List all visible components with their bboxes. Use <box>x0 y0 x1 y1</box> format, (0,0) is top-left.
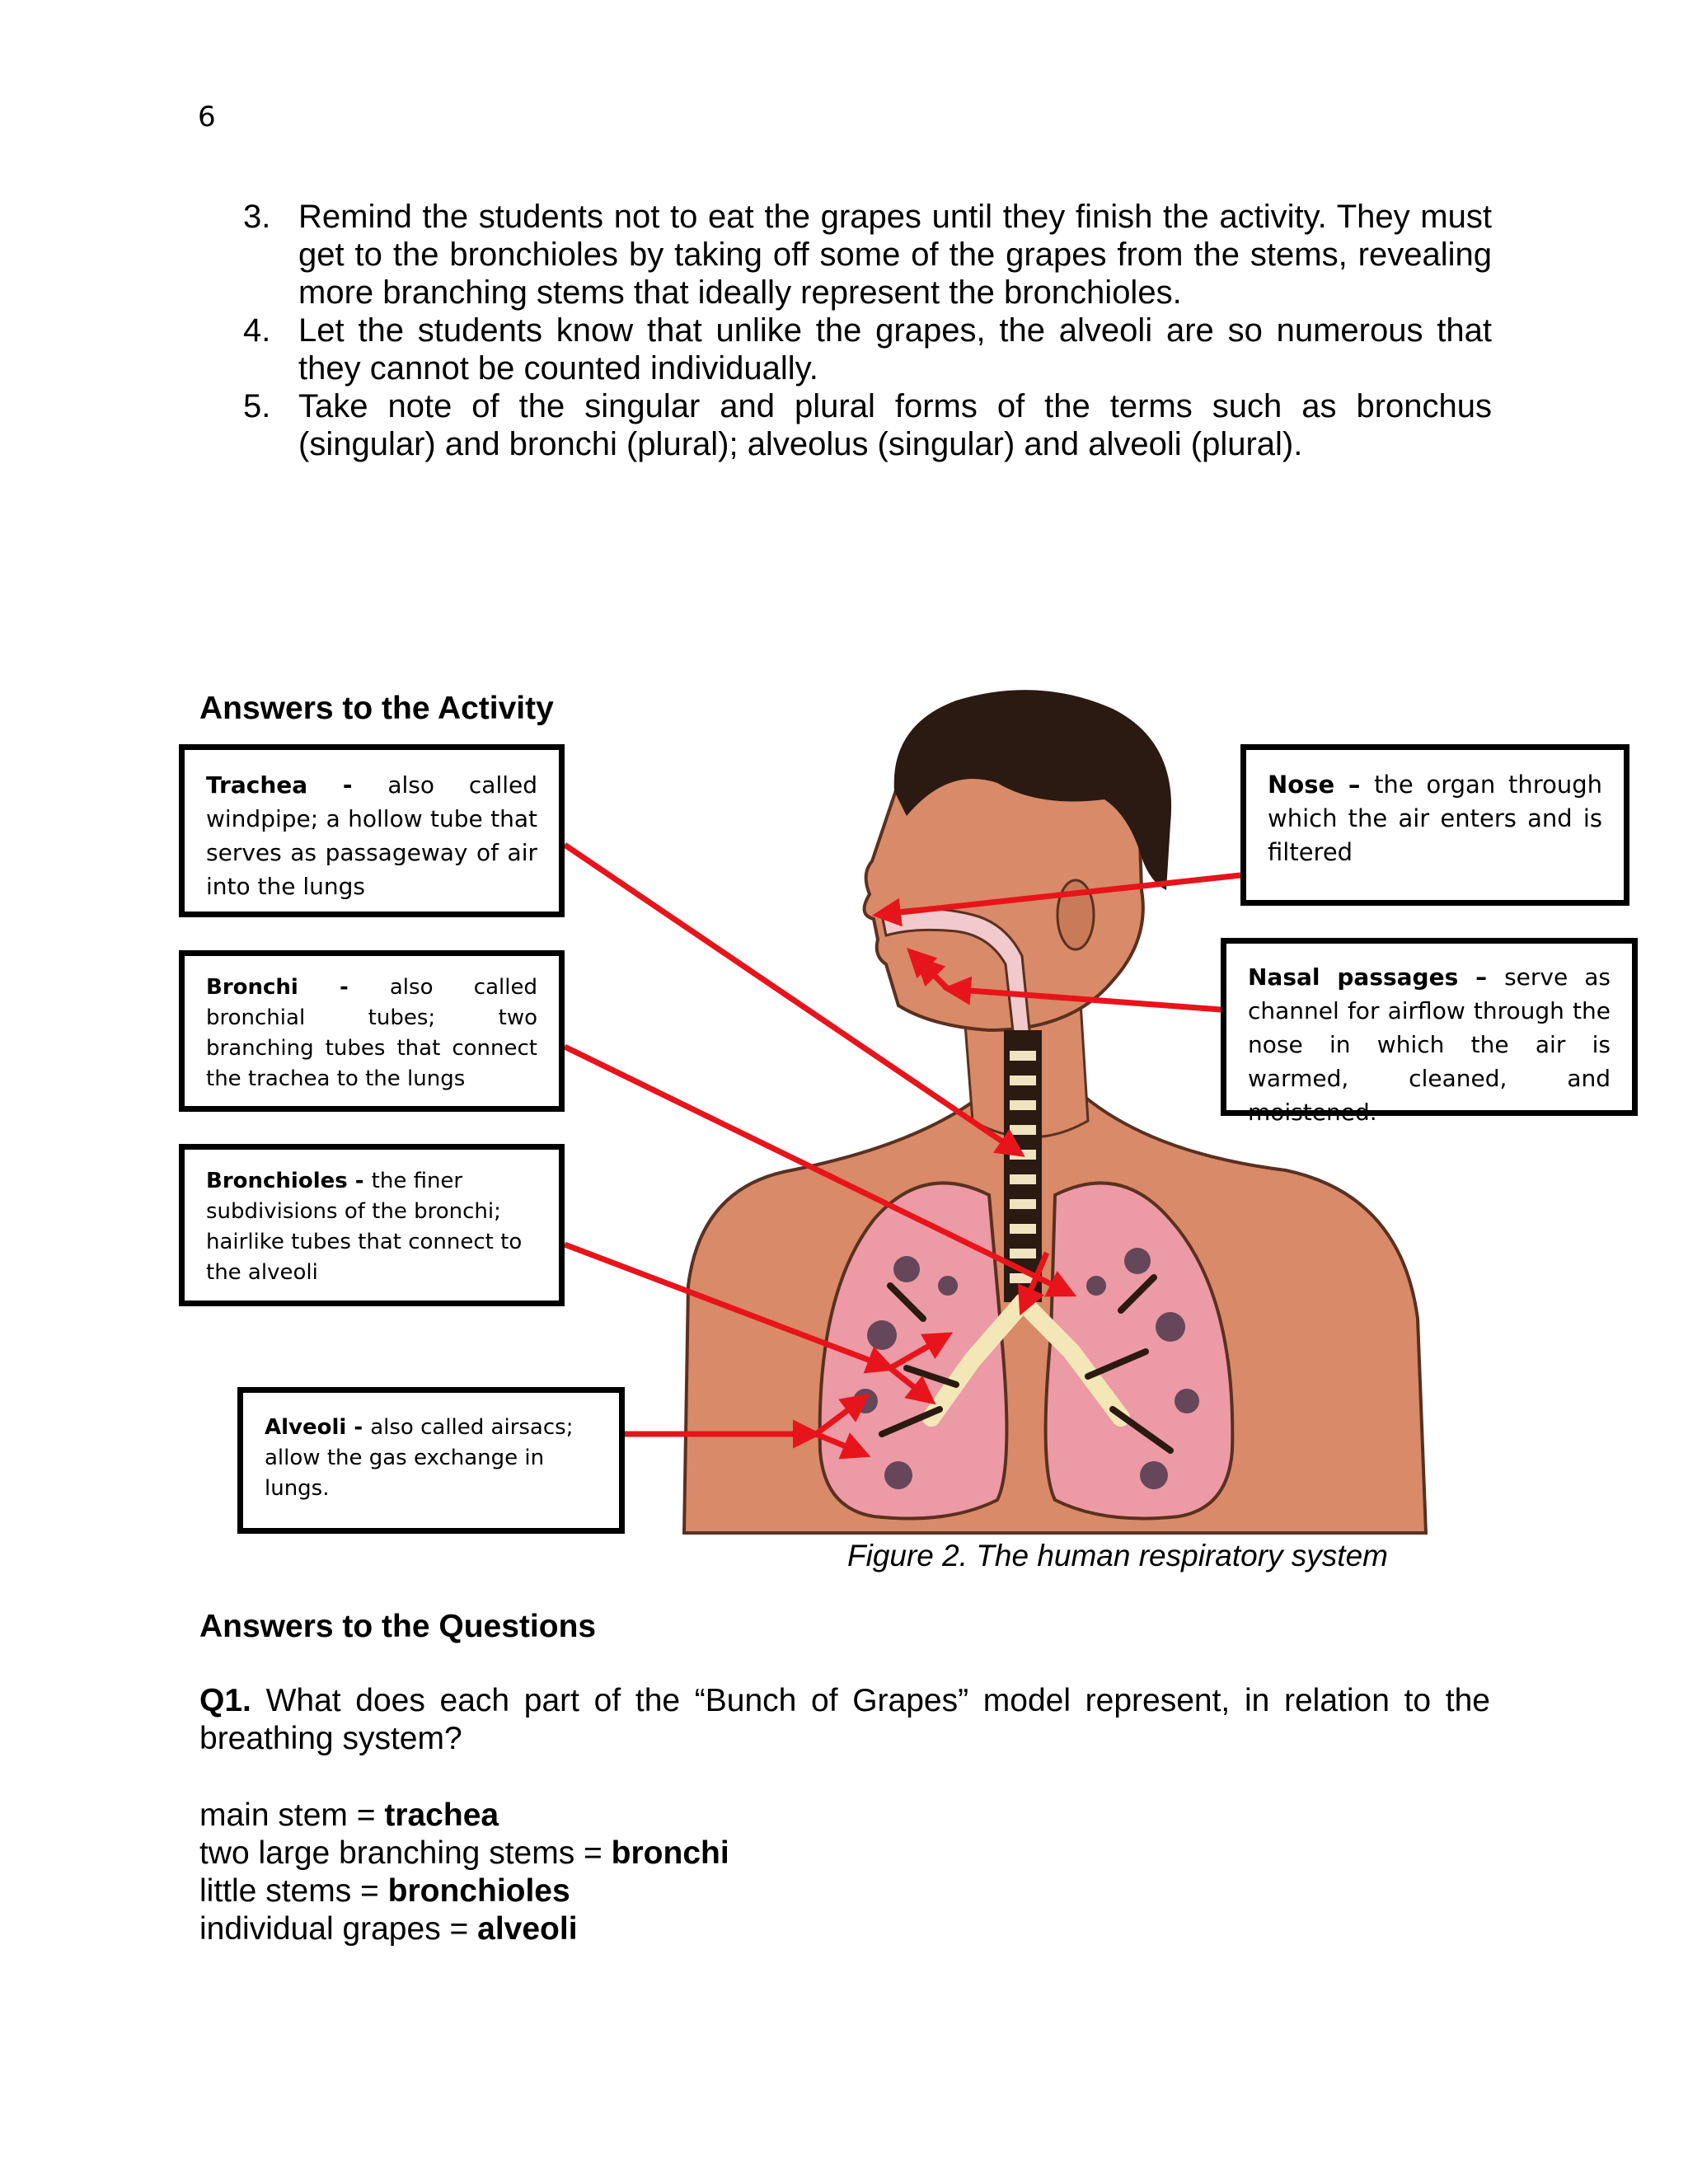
answer-item <box>199 1910 729 1948</box>
answer-item <box>199 1872 729 1910</box>
label-term: Nose <box>1268 771 1335 799</box>
label-term: Alveoli <box>265 1415 347 1440</box>
answer-part: little stems = <box>199 1873 388 1909</box>
question-text: What does each part of the “Bunch of Grapes” model represent, in relation to the breathing system? <box>199 1683 1490 1756</box>
label-description: also called bronchial tubes; two branching tubes that connect the trachea to the lungs <box>206 975 537 1091</box>
question-1 <box>199 1682 1490 1758</box>
answer-part: main stem = <box>199 1797 385 1833</box>
label-description: serve as channel for airflow through the nose in which the air is warmed, cleaned, and moistened. <box>1248 963 1611 1126</box>
label-separator: - <box>298 975 390 1000</box>
label-separator: – <box>1458 963 1505 991</box>
instruction-text: Let the students know that unlike the grapes, the alveoli are so numerous that they cannot be counted individually. <box>298 312 1492 387</box>
alveoli-label-box <box>237 1387 625 1534</box>
answer-list <box>199 1797 729 1948</box>
answer-term: alveoli <box>477 1911 578 1947</box>
instruction-number: 3. <box>243 199 271 235</box>
label-separator: - <box>346 1415 371 1440</box>
nose-label-box <box>1240 744 1629 906</box>
figure-caption: Figure 2. The human respiratory system <box>847 1539 1388 1572</box>
label-description: the finer subdivisions of the bronchi; hairlike tubes that connect to the alveoli <box>206 1169 523 1285</box>
activity-heading: Answers to the Activity <box>199 691 554 726</box>
label-term: Trachea <box>206 771 308 799</box>
label-term: Bronchioles <box>206 1169 348 1193</box>
label-separator: - <box>307 771 388 799</box>
instruction-text: Remind the students not to eat the grapes until they finish the activity. They must get to the bronchioles by taking off some of the grapes from the stems, revealing more branching stems that ideally represent the bronchioles. <box>298 199 1492 311</box>
label-separator: – <box>1334 771 1375 799</box>
label-term: Bronchi <box>206 975 298 1000</box>
instruction-number: 5. <box>243 388 271 424</box>
trachea-label-box <box>179 744 565 917</box>
instruction-number: 4. <box>243 312 271 349</box>
answer-item <box>199 1797 729 1835</box>
label-description: also called airsacs; allow the gas exchange in lungs. <box>265 1415 574 1501</box>
answer-term: trachea <box>384 1797 499 1833</box>
label-separator: - <box>347 1169 372 1193</box>
answer-part: two large branching stems = <box>199 1835 612 1871</box>
nasal-passages-label-box <box>1221 938 1638 1126</box>
question-label: Q1. <box>199 1683 251 1718</box>
instruction-text: Take note of the singular and plural forms of the terms such as bronchus (singular) and bronchi (plural); alveolus (singular) and alveoli (plural). <box>298 388 1492 462</box>
bronchi-label-box <box>179 950 565 1112</box>
label-description: the organ through which the air enters and is filtered <box>1268 771 1602 866</box>
answer-term: bronchi <box>611 1835 729 1871</box>
answer-part: individual grapes = <box>199 1911 478 1947</box>
bronchioles-label-box <box>179 1144 565 1306</box>
answer-item <box>199 1835 729 1872</box>
page-number: 6 <box>198 101 216 134</box>
label-description: also called windpipe; a hollow tube that serves as passageway of air into the lungs <box>206 771 537 900</box>
label-term: Nasal passages <box>1248 963 1459 991</box>
questions-heading: Answers to the Questions <box>199 1609 597 1644</box>
answer-term: bronchioles <box>387 1873 570 1909</box>
